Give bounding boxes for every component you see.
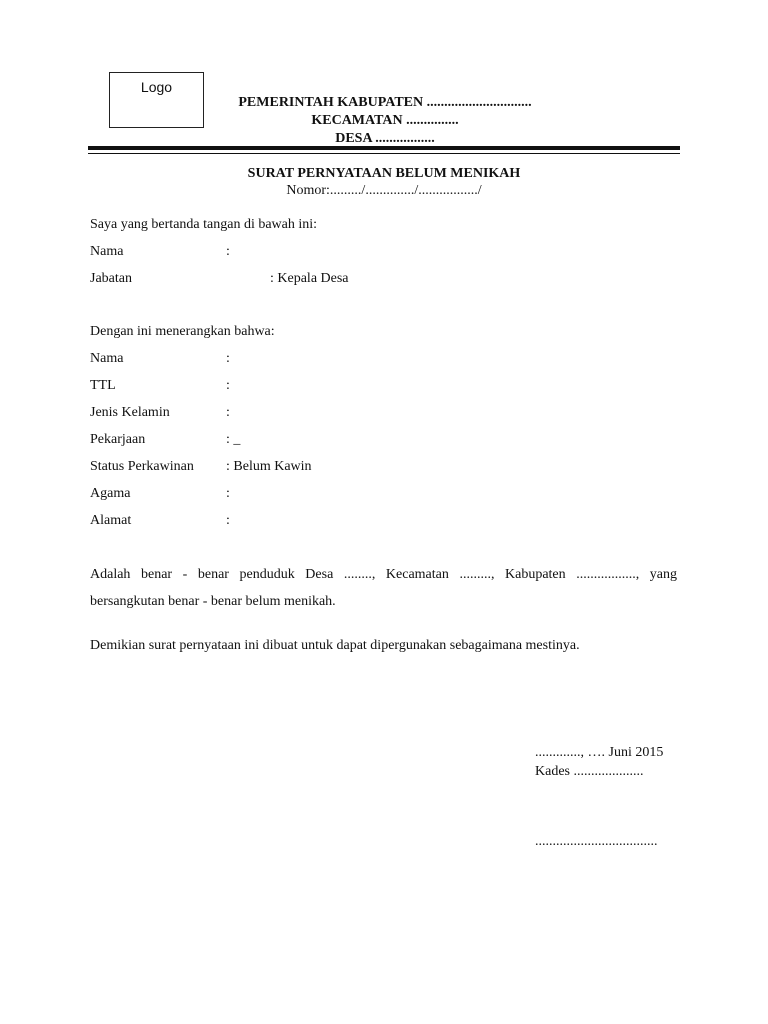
intro-signer: Saya yang bertanda tangan di bawah ini: <box>90 217 318 232</box>
intro-subject: Dengan ini menerangkan bahwa: <box>90 324 275 339</box>
document-title: SURAT PERNYATAAN BELUM MENIKAH <box>247 166 521 181</box>
signer-name-label: Nama <box>90 244 124 259</box>
subject-field-label: Alamat <box>90 513 132 528</box>
subject-field-value: : <box>226 378 230 393</box>
subject-field-label: TTL <box>90 378 116 393</box>
subject-field-label: Status Perkawinan <box>90 459 194 474</box>
signer-name-value: : <box>226 244 230 259</box>
subject-field-value: : <box>226 351 230 366</box>
subject-field-value: : _ <box>226 432 241 447</box>
subject-field-value: : <box>226 405 230 420</box>
header-district: KECAMATAN ............... <box>311 113 459 128</box>
document-number: Nomor:........./............../................./ <box>286 183 482 198</box>
statement-paragraph: Adalah benar - benar penduduk Desa ........, Kecamatan ........., Kabupaten ................., yang bersangkutan benar - benar belum menikah. <box>90 567 677 609</box>
header-divider-thick <box>88 146 680 150</box>
closing-paragraph: Demikian surat pernyataan ini dibuat untuk dapat dipergunakan sebagaimana mestinya. <box>90 638 580 653</box>
header-village: DESA ................. <box>335 131 435 146</box>
logo-placeholder <box>109 72 204 128</box>
signature-name-line: ................................... <box>535 834 658 849</box>
header-government: PEMERINTAH KABUPATEN .............................. <box>238 95 532 110</box>
subject-field-value: : Belum Kawin <box>226 459 312 474</box>
header-divider-thin <box>88 153 680 154</box>
subject-field-label: Nama <box>90 351 124 366</box>
signer-position-label: Jabatan <box>90 271 132 286</box>
subject-field-label: Jenis Kelamin <box>90 405 170 420</box>
signature-date: ............., …. Juni 2015 <box>535 745 664 760</box>
logo-label: Logo <box>140 79 173 95</box>
subject-field-label: Agama <box>90 486 131 501</box>
subject-field-label: Pekarjaan <box>90 432 146 447</box>
signer-position-value: : Kepala Desa <box>270 271 349 286</box>
signature-title: Kades .................... <box>535 764 644 779</box>
subject-field-value: : <box>226 486 230 501</box>
subject-field-value: : <box>226 513 230 528</box>
